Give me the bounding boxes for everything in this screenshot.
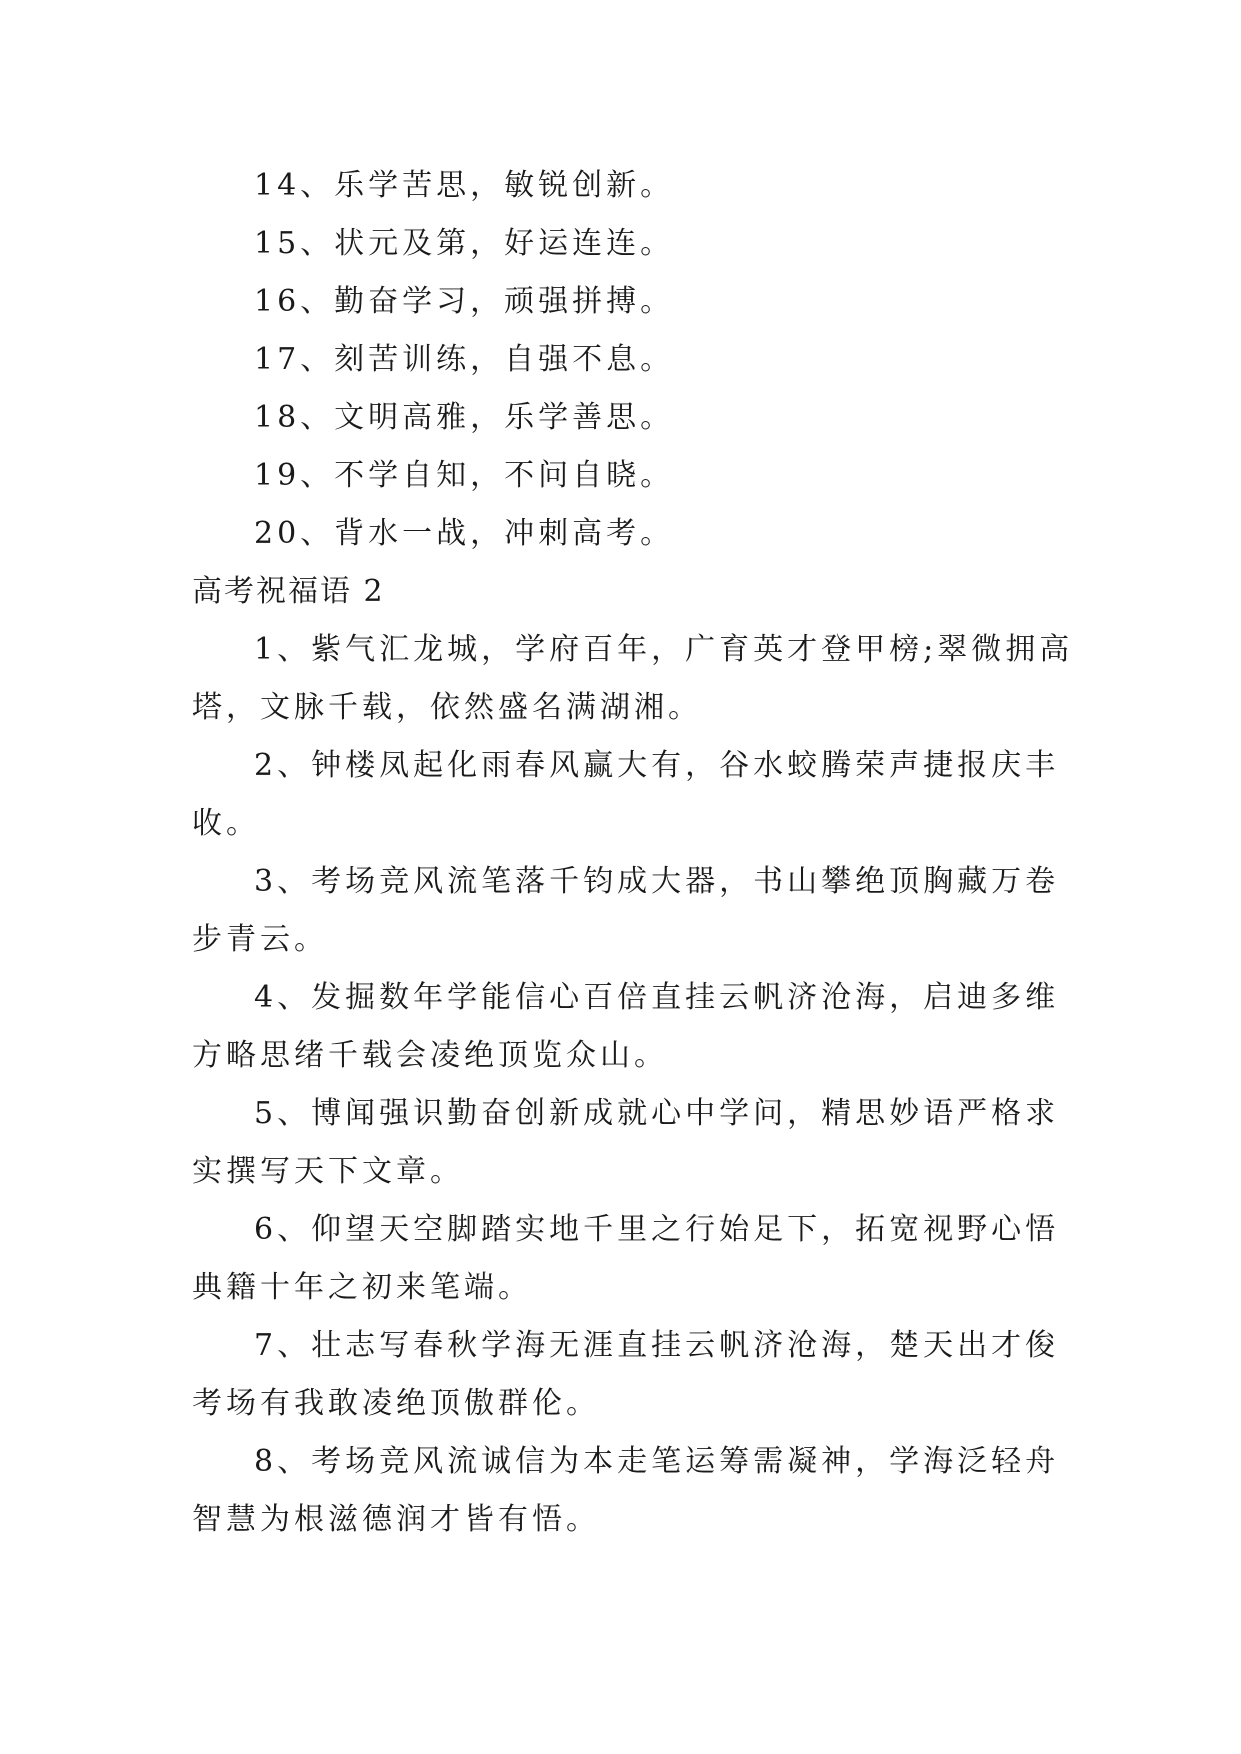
paragraph-line: 2、钟楼凤起化雨春风赢大有，谷水蛟腾荣声捷报庆丰 <box>254 748 1060 783</box>
list-item: 16、勤奋学习，顽强拼搏。 <box>254 284 675 319</box>
list-item: 20、背水一战，冲刺高考。 <box>254 516 675 551</box>
paragraph-line: 4、发掘数年学能信心百倍直挂云帆济沧海，启迪多维 <box>254 980 1060 1015</box>
paragraph-line: 步青云。 <box>192 922 328 957</box>
paragraph-line: 8、考场竞风流诚信为本走笔运筹需凝神，学海泛轻舟 <box>254 1444 1060 1479</box>
list-item: 17、刻苦训练，自强不息。 <box>254 342 675 377</box>
paragraph-line: 塔，文脉千载，依然盛名满湖湘。 <box>192 690 702 725</box>
paragraph-line: 3、考场竞风流笔落千钧成大器，书山攀绝顶胸藏万卷 <box>254 864 1060 899</box>
paragraph-line: 5、博闻强识勤奋创新成就心中学问，精思妙语严格求 <box>254 1096 1060 1131</box>
paragraph-line: 7、壮志写春秋学海无涯直挂云帆济沧海，楚天出才俊 <box>254 1328 1060 1363</box>
paragraph-line: 实撰写天下文章。 <box>192 1154 464 1189</box>
paragraph-line: 6、仰望天空脚踏实地千里之行始足下，拓宽视野心悟 <box>254 1212 1060 1247</box>
list-item: 15、状元及第，好运连连。 <box>254 226 675 261</box>
paragraph-line: 1、紫气汇龙城，学府百年，广育英才登甲榜;翠微拥高 <box>254 632 1074 667</box>
paragraph-line: 考场有我敢凌绝顶傲群伦。 <box>192 1386 600 1421</box>
paragraph-line: 收。 <box>192 806 260 841</box>
paragraph-line: 典籍十年之初来笔端。 <box>192 1270 532 1305</box>
section-title: 高考祝福语 2 <box>192 574 385 609</box>
list-item: 18、文明高雅，乐学善思。 <box>254 400 675 435</box>
list-item: 19、不学自知，不问自晓。 <box>254 458 675 493</box>
list-item: 14、乐学苦思，敏锐创新。 <box>254 168 675 203</box>
paragraph-line: 方略思绪千载会凌绝顶览众山。 <box>192 1038 668 1073</box>
paragraph-line: 智慧为根滋德润才皆有悟。 <box>192 1502 600 1537</box>
